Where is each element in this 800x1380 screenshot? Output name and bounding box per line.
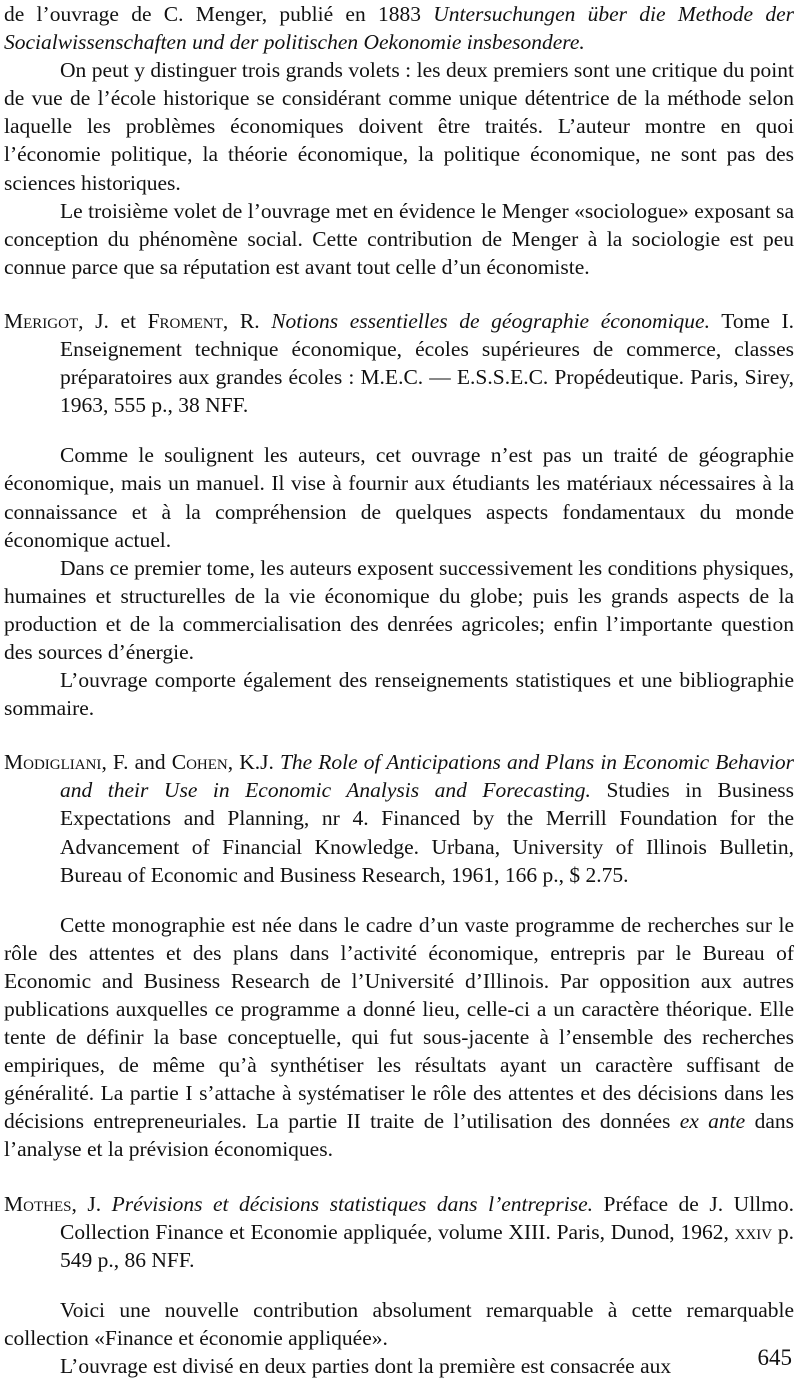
entry-text: , K.J.	[227, 750, 280, 775]
book-title: Prévisions et décisions statistiques dans l’entreprise.	[111, 1191, 593, 1216]
author-name: Cohen	[171, 750, 228, 775]
review-paragraph	[4, 911, 794, 1164]
review-paragraph: Voici une nouvelle contribution absolument remarquable à cette remarquable collection «Finance et économie appliquée».	[4, 1297, 794, 1350]
spacer	[4, 1274, 794, 1296]
author-name: Mothes	[4, 1191, 72, 1216]
spacer	[4, 281, 794, 307]
review-text: Cette monographie est née dans le cadre d’un vaste programme de recherches sur le rôle des attentes et des plans dans l’activité économique, entrepris par le Bureau of Economic and Business Research de l’Université d’Illinois. Par opposition aux autres publications auxquelles ce programme a donné lieu, celle-ci a un caractère théorique. Elle tente de définir la base conceptuelle, qui fut sous-jacente à l’ensemble des recherches empiriques, de même qu’à synthétiser les résultats ayant un caractère suffisant de généralité. La partie I s’attache à systématiser le rôle des attentes et des décisions dans les décisions entrepreneuriales. La partie II traite de l’utilisation des données	[4, 912, 794, 1134]
book-title: The Role of Anticipations and Plans in Economic Behavior and their Use in Economic Analysis and Forecasting.	[60, 750, 795, 803]
author-name: Modigliani	[4, 750, 102, 775]
entry-text: , J. et	[78, 308, 148, 333]
continuation-paragraph-2: On peut y distinguer trois grands volets : les deux premiers sont une critique du point de vue de l’école historique se considérant comme unique détentrice de la méthode selon laquelle les problèmes économiques doivent être traités. L’auteur montre en quoi l’économie politique, la théorie économique, la politique économique, ne sont pas des sciences historiques.	[4, 58, 794, 195]
review-paragraph: Comme le soulignent les auteurs, cet ouvrage n’est pas un traité de géographie économique, mais un manuel. Il vise à fournir aux étudiants les matériaux nécessaires à la connaissance et à la compréhension de quelques aspects fondamentaux du monde économique actuel.	[4, 443, 794, 552]
entry-text: , J.	[71, 1191, 112, 1216]
spacer	[4, 419, 794, 441]
publication-details: Préface de J. Ullmo. Collection Finance et Economie appliquée, volume XIII. Paris, Dunod, 1962,	[60, 1191, 794, 1244]
emphasis: ex ante	[679, 1109, 746, 1134]
review-entry-merigot	[4, 307, 794, 419]
continuation-paragraph-1	[4, 0, 794, 56]
review-entry-mothes	[4, 1190, 794, 1274]
page-number: 645	[757, 1345, 792, 1370]
roman-numeral: xxiv	[734, 1219, 773, 1244]
publication-details: Studies in Business Expectations and Planning, nr 4. Financed by the Merrill Foundation for the Advancement of Financial Knowledge. Urbana, University of Illinois Bulletin, Bureau of Economic and Business Research, 1961, 166 p., $ 2.75.	[60, 778, 794, 887]
continuation-text: de l’ouvrage de C. Menger, publié en 1883	[4, 2, 434, 26]
continuation-paragraph-3: Le troisième volet de l’ouvrage met en évidence le Menger «sociologue» exposant sa conception du phénomène social. Cette contribution de Menger à la sociologie est peu connue parce que sa réputation est avant tout celle d’un économiste.	[4, 198, 794, 279]
spacer	[4, 1164, 794, 1190]
review-entry-modigliani	[4, 748, 794, 888]
entry-text: , F. and	[101, 750, 172, 775]
review-paragraph: Dans ce premier tome, les auteurs exposent successivement les conditions physiques, humaines et structurelles de la vie économique du globe; puis les grands aspects de la production et de la commercialisation des denrées agricoles; enfin l’importante question des sources d’énergie.	[4, 555, 794, 664]
author-name: Froment	[147, 308, 223, 333]
spacer	[4, 889, 794, 911]
review-text: dans l’analyse et la prévision économiques.	[4, 1109, 794, 1162]
publication-details: p. 549 p., 86 NFF.	[60, 1219, 794, 1272]
book-title: Notions essentielles de géographie économique.	[271, 308, 710, 333]
menger-book-title: Untersuchungen über die Methode der Socialwissenschaften und der politischen Oekonomie insbesondere.	[4, 2, 794, 55]
author-name: Merigot	[4, 308, 79, 333]
review-paragraph: L’ouvrage comporte également des renseignements statistiques et une bibliographie sommaire.	[4, 668, 794, 721]
entry-text: , R.	[222, 308, 272, 333]
review-paragraph: L’ouvrage est divisé en deux parties dont la première est consacrée aux	[60, 1354, 672, 1379]
spacer	[4, 722, 794, 748]
text-column	[4, 0, 794, 1380]
publication-details: Tome I. Enseignement technique économique, écoles supérieures de commerce, classes préparatoires aux grandes écoles : M.E.C. — E.S.S.E.C. Propédeutique. Paris, Sirey, 1963, 555 p., 38 NFF.	[60, 308, 795, 418]
